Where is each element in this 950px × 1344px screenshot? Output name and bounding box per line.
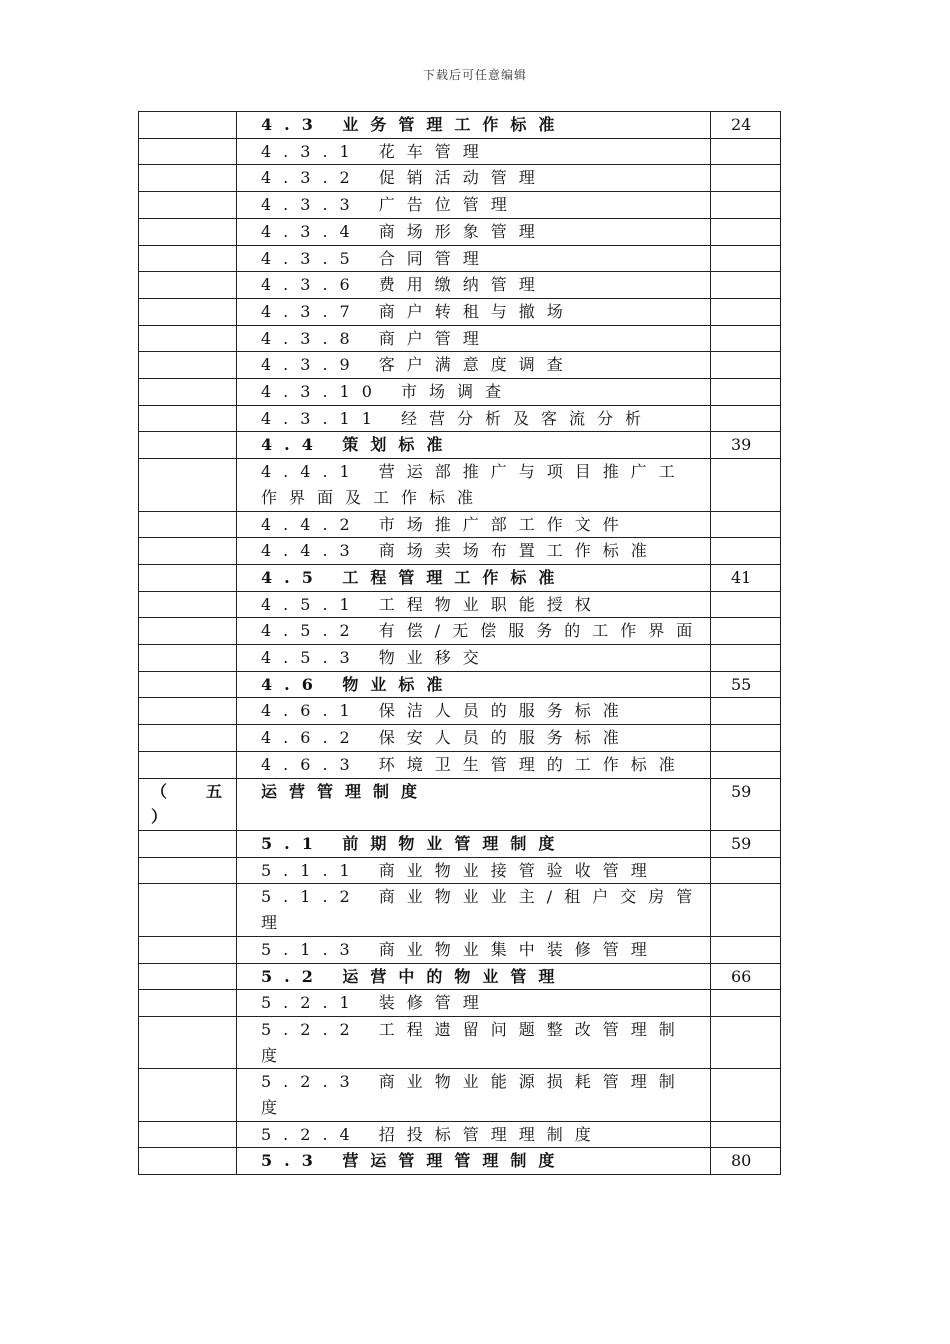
toc-entry-title: 5.2.3 商业物业能源损耗管理制度 [237,1069,711,1121]
toc-section-cell [139,459,237,511]
toc-section-cell [139,936,237,963]
toc-row [139,432,781,459]
toc-section-char: 五 [205,781,222,801]
toc-section-cell [139,538,237,565]
toc-page-number: 80 [711,1148,781,1175]
toc-entry-title: 5.2.2 工程遗留问题整改管理制度 [237,1016,711,1068]
toc-section-cell [139,591,237,618]
toc-page-number [711,698,781,725]
toc-page-number [711,1016,781,1068]
toc-section-cell [139,298,237,325]
toc-row [139,751,781,778]
toc-row [139,936,781,963]
toc-entry-title: 4.6.2 保安人员的服务标准 [237,725,711,752]
toc-entry-title: 5.1 前期物业管理制度 [237,830,711,857]
toc-entry-title: 4.3.7 商户转租与撤场 [237,298,711,325]
toc-row [139,1121,781,1148]
page-header-note: 下载后可任意编辑 [422,68,527,82]
toc-section-cell [139,112,237,139]
toc-entry-title: 4.4.2 市场推广部工作文件 [237,511,711,538]
toc-page-number [711,459,781,511]
toc-page-number [711,325,781,352]
toc-row [139,352,781,379]
toc-page-number [711,751,781,778]
toc-row [139,138,781,165]
toc-page-number [711,884,781,936]
toc-body [139,112,781,1175]
toc-entry-title: 4.6.3 环境卫生管理的工作标准 [237,751,711,778]
toc-entry-title: 4.3.9 客户满意度调查 [237,352,711,379]
toc-section-cell [139,963,237,990]
toc-row [139,165,781,192]
toc-row [139,272,781,299]
toc-entry-title: 4.3.2 促销活动管理 [237,165,711,192]
toc-section-cell [139,218,237,245]
toc-page-number [711,405,781,432]
toc-section-cell [139,1069,237,1121]
toc-entry-title: 5.3 营运管理管理制度 [237,1148,711,1175]
toc-row [139,778,781,830]
toc-page-number [711,990,781,1017]
toc-entry-title: 5.1.1 商业物业接管验收管理 [237,857,711,884]
toc-page-number: 66 [711,963,781,990]
toc-section-cell [139,192,237,219]
toc-entry-title: 5.1.3 商业物业集中装修管理 [237,936,711,963]
toc-row [139,645,781,672]
toc-page-number: 59 [711,830,781,857]
toc-entry-title: 4.3 业务管理工作标准 [237,112,711,139]
toc-page-number [711,218,781,245]
toc-page-number [711,618,781,645]
toc-entry-title: 4.4.3 商场卖场布置工作标准 [237,538,711,565]
toc-row [139,245,781,272]
toc-row [139,1069,781,1121]
toc-row [139,671,781,698]
toc-page-number [711,379,781,406]
toc-section-cell [139,564,237,591]
toc-section-cell [139,1148,237,1175]
toc-section-cell [139,1121,237,1148]
toc-entry-title: 4.5.3 物业移交 [237,645,711,672]
toc-page-number: 55 [711,671,781,698]
toc-entry-title: 4.3.4 商场形象管理 [237,218,711,245]
toc-page-number [711,511,781,538]
toc-section-cell [139,645,237,672]
toc-page-number [711,1069,781,1121]
toc-section-cell [139,725,237,752]
toc-entry-title: 5.1.2 商业物业业主/租户交房管理 [237,884,711,936]
toc-row [139,725,781,752]
toc-row [139,1148,781,1175]
toc-page-number: 41 [711,564,781,591]
toc-section-cell [139,990,237,1017]
toc-section-label-cont: ） [151,807,168,827]
toc-page-number: 24 [711,112,781,139]
toc-entry-title: 4.6.1 保洁人员的服务标准 [237,698,711,725]
toc-page-number [711,936,781,963]
toc-row [139,298,781,325]
toc-row [139,963,781,990]
toc-row [139,990,781,1017]
toc-row [139,857,781,884]
toc-table [138,111,781,1175]
toc-entry-title: 4.5 工程管理工作标准 [237,564,711,591]
toc-page-number [711,1121,781,1148]
toc-entry-title: 运营管理制度 [237,778,711,830]
toc-entry-title: 4.6 物业标准 [237,671,711,698]
toc-entry-title: 4.3.5 合同管理 [237,245,711,272]
toc-row [139,405,781,432]
toc-page-number [711,245,781,272]
toc-row [139,564,781,591]
toc-row [139,830,781,857]
toc-section-cell [139,857,237,884]
toc-section-cell [139,698,237,725]
toc-page-number [711,725,781,752]
toc-page-number [711,352,781,379]
toc-entry-title: 4.3.6 费用缴纳管理 [237,272,711,299]
toc-row [139,379,781,406]
toc-page-number [711,138,781,165]
toc-page-number [711,857,781,884]
toc-entry-title: 4.3.11 经营分析及客流分析 [237,405,711,432]
toc-row [139,112,781,139]
toc-entry-title: 4.3.8 商户管理 [237,325,711,352]
toc-section-cell [139,830,237,857]
toc-section-cell [139,618,237,645]
toc-row [139,459,781,511]
toc-page-number [711,165,781,192]
toc-page-number: 59 [711,778,781,830]
toc-row [139,218,781,245]
toc-row [139,511,781,538]
toc-row [139,698,781,725]
toc-page-number [711,272,781,299]
toc-entry-title: 4.5.2 有偿/无偿服务的工作界面 [237,618,711,645]
toc-section-cell [139,405,237,432]
toc-section-cell [139,778,237,830]
toc-page-number [711,645,781,672]
toc-entry-title: 4.3.1 花车管理 [237,138,711,165]
toc-section-label [151,779,236,805]
toc-page-number: 39 [711,432,781,459]
toc-section-cell [139,432,237,459]
toc-entry-title: 5.2.4 招投标管理理制度 [237,1121,711,1148]
toc-row [139,538,781,565]
toc-section-char: （ [151,781,168,801]
toc-section-cell [139,245,237,272]
toc-section-cell [139,751,237,778]
toc-entry-title: 4.5.1 工程物业职能授权 [237,591,711,618]
toc-row [139,325,781,352]
toc-section-cell [139,138,237,165]
toc-section-cell [139,165,237,192]
toc-entry-title: 5.2 运营中的物业管理 [237,963,711,990]
toc-page-number [711,192,781,219]
toc-row [139,618,781,645]
toc-entry-title: 5.2.1 装修管理 [237,990,711,1017]
toc-page-number [711,538,781,565]
toc-section-cell [139,884,237,936]
toc-row [139,884,781,936]
toc-row [139,591,781,618]
toc-section-cell [139,272,237,299]
toc-section-cell [139,379,237,406]
toc-section-cell [139,671,237,698]
toc-page-number [711,591,781,618]
toc-entry-title: 4.4.1 营运部推广与项目推广工作界面及工作标准 [237,459,711,511]
toc-row [139,1016,781,1068]
toc-entry-title: 4.3.3 广告位管理 [237,192,711,219]
toc-row [139,192,781,219]
toc-section-cell [139,511,237,538]
toc-entry-title: 4.4 策划标准 [237,432,711,459]
toc-section-cell [139,1016,237,1068]
toc-section-cell [139,352,237,379]
toc-entry-title: 4.3.10 市场调查 [237,379,711,406]
toc-section-cell [139,325,237,352]
toc-page-number [711,298,781,325]
